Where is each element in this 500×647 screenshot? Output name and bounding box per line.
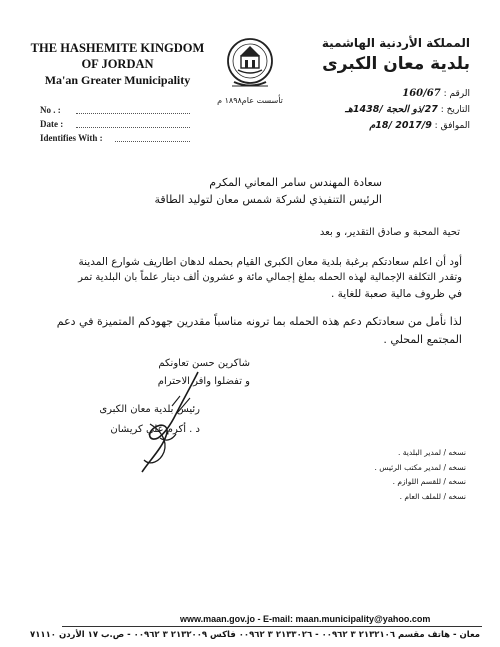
- en-field-date-label: Date :: [40, 119, 64, 129]
- en-field-no: [40, 105, 61, 115]
- footer-divider: [62, 626, 482, 627]
- recipient-line2: الرئيس التنفيذي لشركة شمس معان لتوليد الطاقة: [154, 193, 382, 206]
- body-paragraph-1-line-2: وتقدر التكلفة الإجمالية لهذه الحمله بملغ إجمالي مائة و عشرون ألف دينار علماً بان البلدية تمر: [78, 272, 462, 283]
- copies-list: [316, 446, 466, 504]
- copy-item: نسخه / للملف العام .: [399, 491, 466, 501]
- copy-item: نسخه / لمدير البلدية .: [397, 448, 466, 457]
- ar-field-corresponding: الموافق : 2017/9 /18م: [369, 120, 470, 131]
- en-field-no-label: No . :: [40, 105, 61, 115]
- closing-respect: و تفضلوا وافر الاحترام: [157, 376, 250, 387]
- footer-contact: معان - هاتف مقسم ٢١٣٢١٠٦ ٣ ٠٠٩٦٢ - ٢١٣٣٠٢٦ ٣ ٠٠٩٦٢ فاكس ٢١٣٢٠٠٩ ٣ ٠٠٩٦٢ - ص.ب ١٧ الأردن ٧١١١٠: [30, 630, 480, 640]
- en-field-date-line: [76, 127, 190, 128]
- signatory-name: د . أكرم علي كريشان: [110, 424, 200, 435]
- ar-field-date-label: التاريخ: [446, 105, 470, 115]
- ar-field-number-value: 160/67: [402, 88, 441, 99]
- ar-field-corresponding-value: 2017/9 /18م: [369, 120, 432, 131]
- greeting: تحية المحبة و صادق التقدير، و بعد: [319, 227, 460, 238]
- municipality-emblem-icon: [224, 36, 276, 94]
- ar-field-corresponding-label: الموافق: [440, 121, 470, 131]
- en-field-identifies-label: Identifies With :: [40, 133, 103, 143]
- en-field-date: [40, 119, 63, 129]
- ar-field-date-value: 27/ذو الحجة /1438هـ: [345, 104, 438, 115]
- en-field-identifies: [40, 133, 103, 143]
- en-field-identifies-line: [115, 141, 190, 142]
- recipient-line1: سعادة المهندس سامر المعاني المكرم: [209, 176, 382, 189]
- body-paragraph-2-line-2: المجتمع المحلي .: [383, 333, 462, 346]
- ar-field-number-label: الرقم: [449, 89, 470, 99]
- copy-item: نسخه / للقسم اللوازم .: [392, 477, 466, 486]
- ar-field-number: الرقم : 160/67: [402, 88, 470, 99]
- ar-field-date: التاريخ : 27/ذو الحجة /1438هـ: [345, 104, 470, 115]
- copy-item: نسخه / لمدير مكتب الرئيس .: [374, 462, 466, 472]
- en-kingdom-line2: OF JORDAN: [81, 56, 154, 71]
- handwritten-signature: [120, 368, 210, 478]
- en-kingdom-line1: THE HASHEMITE KINGDOM: [30, 41, 205, 55]
- ar-kingdom-name: المملكة الأردنية الهاشمية: [321, 36, 470, 50]
- en-municipality-name: Ma'an Greater Municipality: [44, 72, 191, 87]
- logo-caption: تأسست عام١٨٩٨ م: [217, 96, 283, 105]
- municipality-logo: [224, 36, 276, 94]
- body-paragraph-1-line-1: أود أن اعلم سعادتكم برغبة بلدية معان الكبرى القيام بحمله لدهان اطاريف شوارع المدينة: [78, 256, 462, 268]
- ar-municipality-name: بلدية معان الكبرى: [322, 54, 470, 74]
- signatory-title: رئيس بلدية معان الكبرى: [99, 404, 200, 415]
- en-field-no-line: [76, 113, 190, 114]
- en-header: [30, 42, 205, 87]
- body-paragraph-2-line-1: لذا نأمل من سعادتكم دعم هذه الحمله بما ترونه مناسباً مقدرين جهودكم المتميزة في دعم: [56, 315, 462, 328]
- closing-thanks: شاكرين حسن تعاونكم: [158, 358, 250, 369]
- body-paragraph-1-line-3: في ظروف مالية صعبة للغاية .: [331, 288, 462, 300]
- footer-web: www.maan.gov.jo - E-mail: maan.municipality@yahoo.com: [180, 614, 431, 624]
